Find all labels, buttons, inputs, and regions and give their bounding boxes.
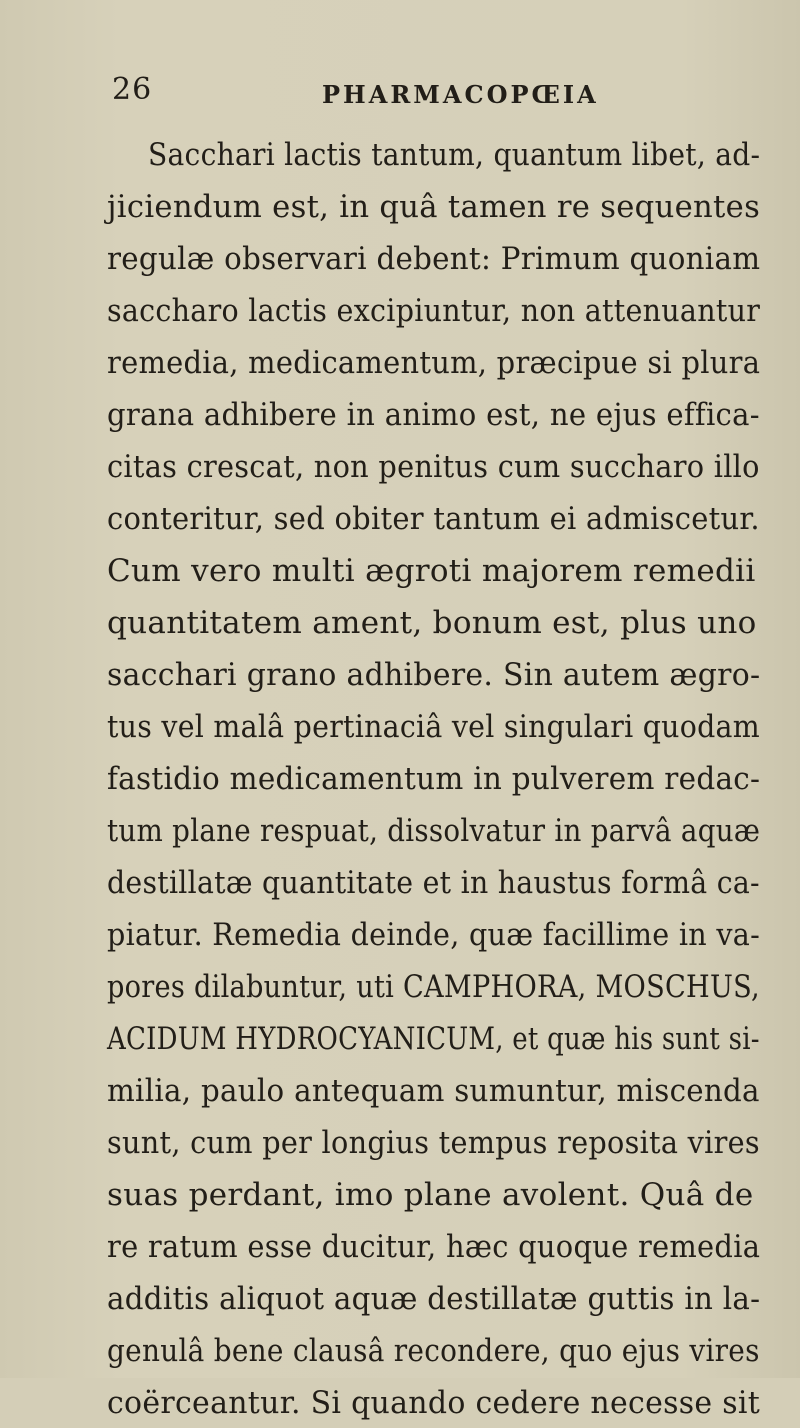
text-line: regulæ observari debent: Primum quoniam (107, 241, 761, 277)
text-line: jiciendum est, in quâ tamen re sequentes (107, 189, 761, 225)
text-line: ACIDUM HYDROCYANICUM, et quæ his sunt si- (107, 1021, 760, 1057)
page-number: 26 (112, 72, 153, 107)
text-line: saccharo lactis excipiuntur, non attenuantur (107, 293, 761, 329)
text-line: piatur. Remedia deinde, quæ facillime in va- (107, 917, 761, 953)
text-line: Sacchari lactis tantum, quantum libet, ad- (148, 137, 761, 173)
text-line: Cum vero multi ægroti majorem remedii (107, 553, 756, 589)
text-line: milia, paulo antequam sumuntur, miscenda (107, 1073, 760, 1109)
text-line: pores dilabuntur, uti CAMPHORA, MOSCHUS, (107, 969, 760, 1005)
text-line: fastidio medicamentum in pulverem redac- (107, 761, 761, 797)
text-line: quantitatem ament, bonum est, plus uno (107, 605, 757, 641)
text-line: conteritur, sed obiter tantum ei admiscetur. (107, 501, 760, 537)
text-line: tus vel malâ pertinaciâ vel singulari quodam (107, 709, 760, 745)
text-line: remedia, medicamentum, præcipue si plura (107, 345, 761, 381)
text-line: tum plane respuat, dissolvatur in parvâ aquæ (107, 813, 761, 849)
text-line: sunt, cum per longius tempus reposita vires (107, 1125, 760, 1161)
running-title: PHARMACOPŒIA (322, 80, 599, 109)
text-line: suas perdant, imo plane avolent. Quâ de (107, 1177, 754, 1213)
page-header (0, 72, 800, 116)
text-line: additis aliquot aquæ destillatæ guttis in la- (107, 1281, 761, 1317)
text-line: sacchari grano adhibere. Sin autem ægro- (107, 657, 761, 693)
text-line: destillatæ quantitate et in haustus formâ ca- (107, 865, 760, 901)
text-line: genulâ bene clausâ recondere, quo ejus vires (107, 1333, 760, 1369)
text-line: grana adhibere in animo est, ne ejus effica- (107, 397, 760, 433)
text-line: citas crescat, non penitus cum succharo illo (107, 449, 760, 485)
text-line: coërceantur. Si quando cedere necesse sit (107, 1385, 761, 1421)
text-line: re ratum esse ducitur, hæc quoque remedia (107, 1229, 761, 1265)
